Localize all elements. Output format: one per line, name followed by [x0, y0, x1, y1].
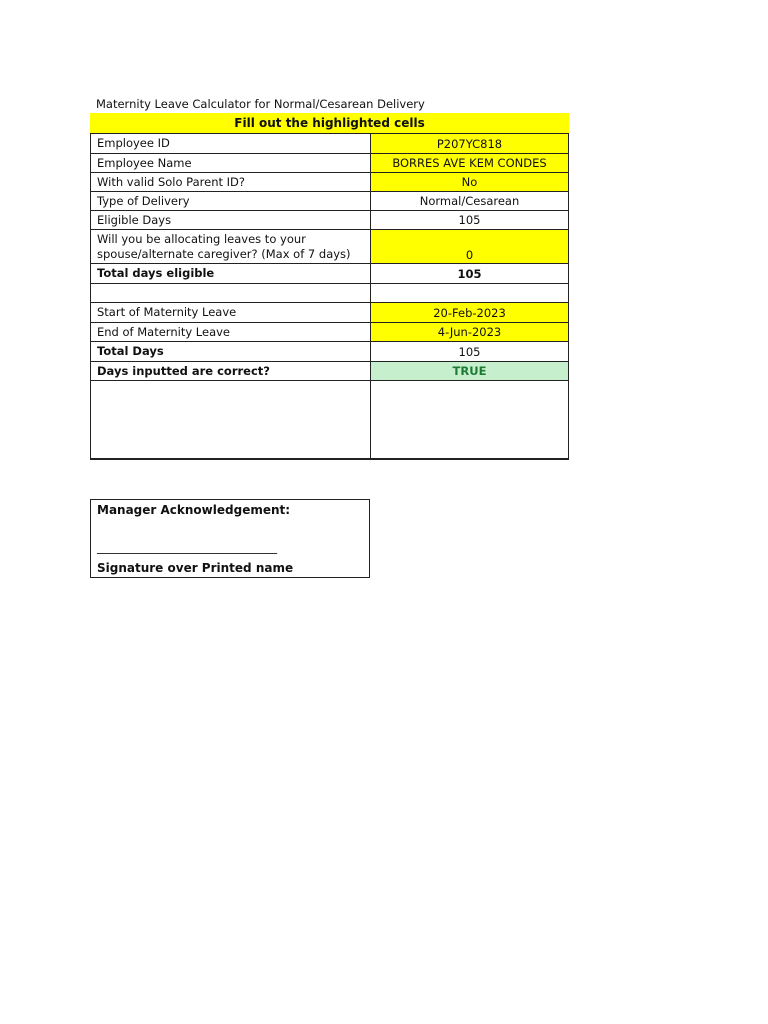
label: Total Days: [91, 342, 371, 361]
row-days-correct: [90, 362, 569, 381]
manager-acknowledgement-box: [90, 499, 370, 578]
instruction-header: Fill out the highlighted cells: [90, 113, 569, 133]
row-total-eligible: [90, 264, 569, 284]
row-employee-name: [90, 154, 569, 173]
blank-cell: [371, 284, 568, 302]
row-delivery-type: [90, 192, 569, 211]
row-blank: [90, 284, 569, 303]
end-leave-input[interactable]: 4-Jun-2023: [371, 323, 568, 341]
employee-id-input[interactable]: P207YC818: [371, 134, 568, 153]
solo-parent-input[interactable]: No: [371, 173, 568, 191]
blank-cell: [91, 381, 371, 458]
manager-heading: Manager Acknowledgement:: [97, 503, 291, 517]
label: With valid Solo Parent ID?: [91, 173, 371, 191]
blank-cell: [91, 284, 371, 302]
total-eligible-value: 105: [457, 266, 482, 281]
row-total-days: [90, 342, 569, 362]
employee-name-input[interactable]: BORRES AVE KEM CONDES: [371, 154, 568, 172]
label: Type of Delivery: [91, 192, 371, 210]
blank-cell: [371, 381, 568, 458]
label: Employee Name: [91, 154, 371, 172]
label: Start of Maternity Leave: [91, 303, 371, 322]
row-start-leave: [90, 303, 569, 323]
label: Will you be allocating leaves to your spouse/alternate caregiver? (Max of 7 days): [91, 230, 371, 263]
label: Employee ID: [91, 134, 371, 153]
label: Days inputted are correct?: [91, 362, 371, 380]
label: Total days eligible: [91, 264, 371, 283]
row-end-leave: [90, 323, 569, 342]
row-eligible-days: [90, 211, 569, 230]
delivery-type-value: Normal/Cesarean: [419, 194, 520, 208]
signature-line: ______________________________: [97, 540, 277, 554]
days-correct-value: TRUE: [371, 362, 568, 380]
start-leave-input[interactable]: 20-Feb-2023: [371, 303, 568, 322]
total-days-value: 105: [458, 344, 481, 359]
label: End of Maternity Leave: [91, 323, 371, 341]
row-solo-parent: [90, 173, 569, 192]
row-employee-id: [90, 133, 569, 154]
calculator-title: Maternity Leave Calculator for Normal/Cesarean Delivery: [96, 97, 425, 111]
row-blank-large: [90, 381, 569, 460]
signature-label: Signature over Printed name: [97, 561, 294, 575]
row-allocate-leaves: [90, 230, 569, 264]
allocate-leaves-input[interactable]: 0: [371, 230, 568, 263]
eligible-days-value: 105: [458, 213, 481, 227]
label: Eligible Days: [91, 211, 371, 229]
